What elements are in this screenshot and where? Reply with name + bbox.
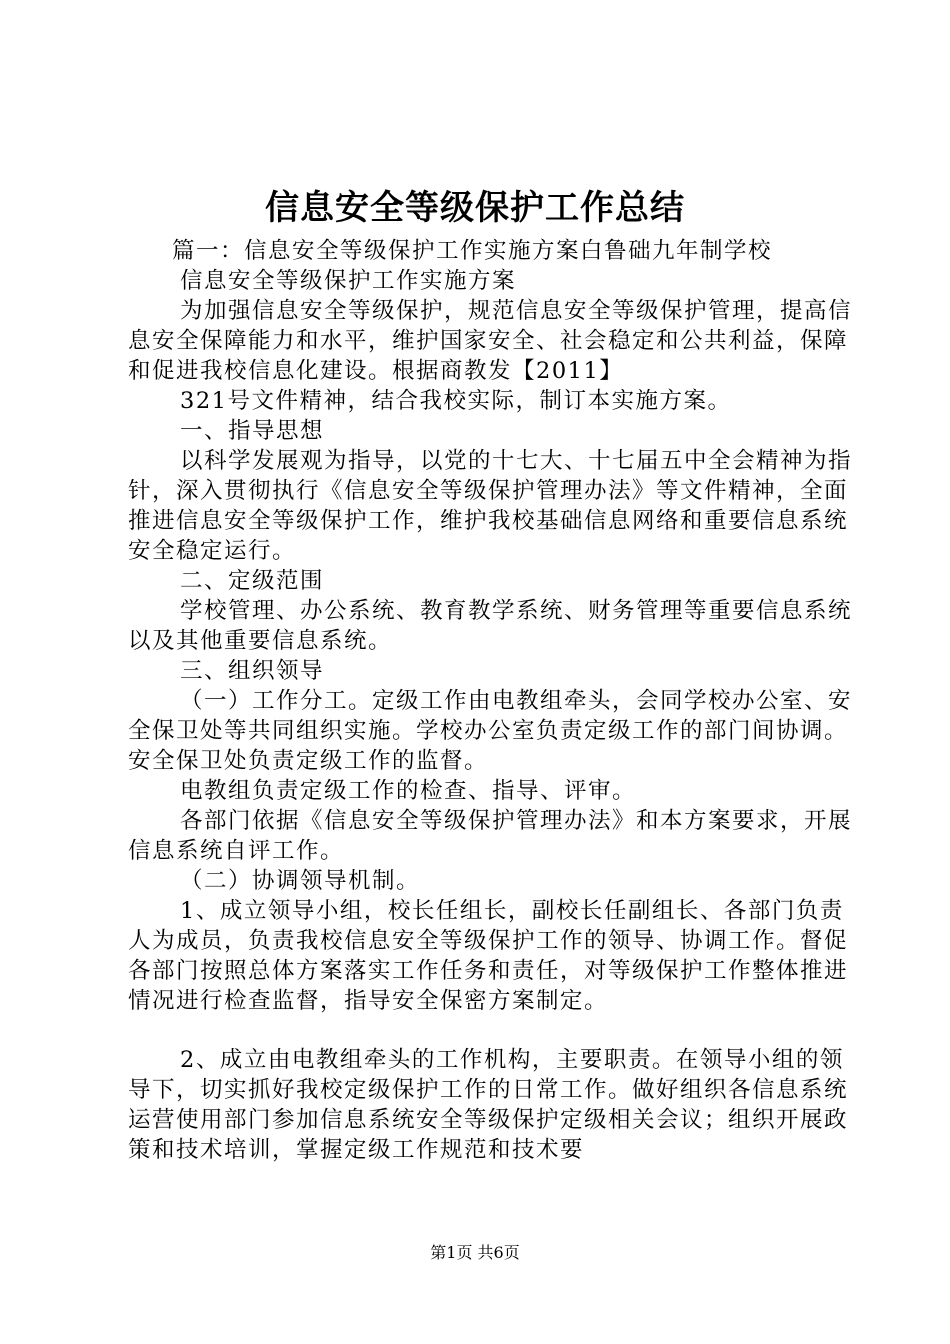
- section-heading: 二、定级范围: [180, 568, 325, 594]
- paragraph: （一）工作分工。定级工作由电教组牵头，会同学校办公室、安全保卫处等共同组织实施。学校办公室负责定级工作的部门间协调。安全保卫处负责定级工作的监督。: [128, 688, 853, 774]
- paragraph: 为加强信息安全等级保护，规范信息安全等级保护管理，提高信息安全保障能力和水平，维护国家安全、社会稳定和公共利益，保障和促进我校信息化建设。根据商教发【2011】: [128, 298, 853, 384]
- paragraph: 321号文件精神，结合我校实际，制订本实施方案。: [180, 388, 732, 414]
- section-heading: 一、指导思想: [180, 418, 325, 444]
- paragraph: 学校管理、办公系统、教育教学系统、财务管理等重要信息系统以及其他重要信息系统。: [128, 598, 853, 654]
- paragraph: 各部门依据《信息安全等级保护管理办法》和本方案要求，开展信息系统自评工作。: [128, 808, 853, 864]
- paragraph: 信息安全等级保护工作实施方案: [180, 268, 517, 294]
- paragraph: （二）协调领导机制。: [180, 868, 421, 894]
- paragraph-gap: [128, 1016, 852, 1045]
- paragraph: 2、成立由电教组牵头的工作机构，主要职责。在领导小组的领导下，切实抓好我校定级保护工作的日常工作。做好组织各信息系统运营使用部门参加信息系统安全等级保护定级相关会议；组织开展政策和技术培训，掌握定级工作规范和技术要: [128, 1047, 849, 1163]
- section-heading: 三、组织领导: [180, 658, 325, 684]
- page-number-footer: 第1页 共6页: [430, 1243, 520, 1262]
- document-title: 信息安全等级保护工作总结: [265, 188, 685, 228]
- paragraph: 1、成立领导小组，校长任组长，副校长任副组长、各部门负责人为成员，负责我校信息安全等级保护工作的领导、协调工作。督促各部门按照总体方案落实工作任务和责任，对等级保护工作整体推进情况进行检查监督，指导安全保密方案制定。: [128, 898, 849, 1014]
- paragraph: 篇一：信息安全等级保护工作实施方案白鲁础九年制学校: [172, 238, 773, 264]
- paragraph: 电教组负责定级工作的检查、指导、评审。: [180, 778, 637, 804]
- document-body: [128, 236, 852, 1165]
- paragraph: 以科学发展观为指导，以党的十七大、十七届五中全会精神为指针，深入贯彻执行《信息安全等级保护管理办法》等文件精神，全面推进信息安全等级保护工作，维护我校基础信息网络和重要信息系统安全稳定运行。: [128, 448, 853, 564]
